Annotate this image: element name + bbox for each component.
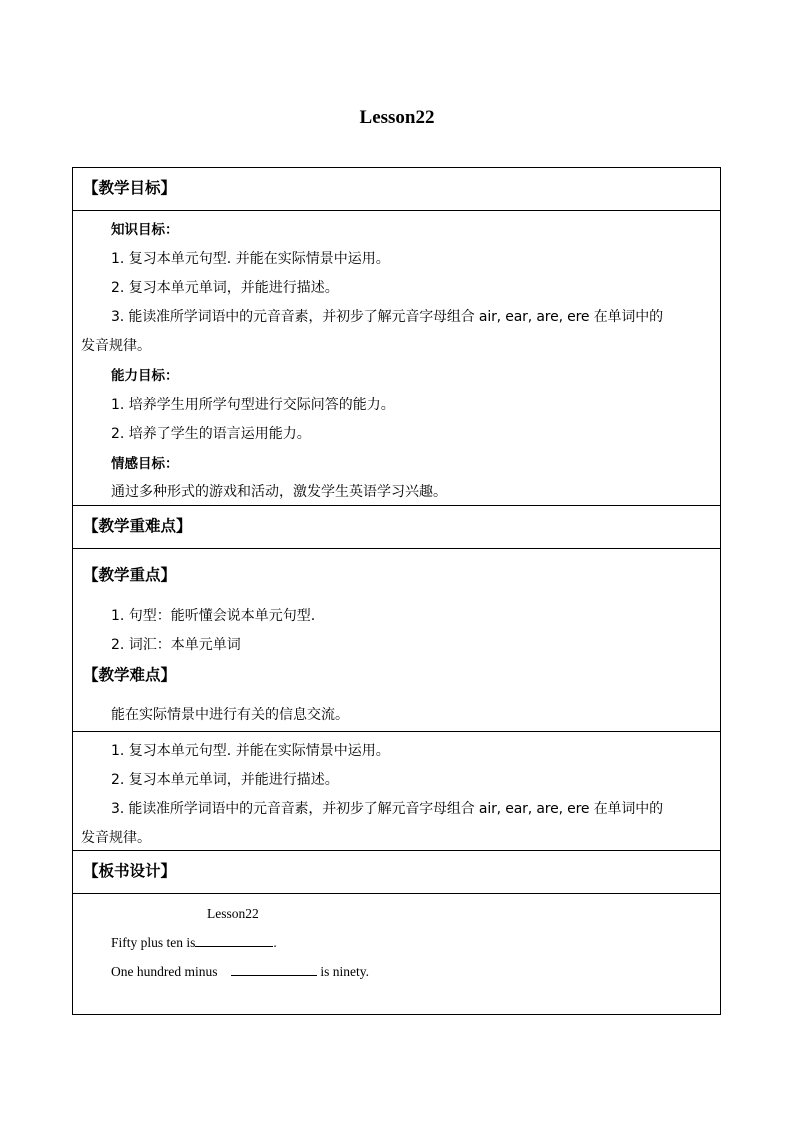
review-item-continued: 发音规律。 [81,830,151,846]
board-lesson-title: Lesson22 [207,906,259,921]
ability-goal-item: 2. 培养了学生的语言运用能力。 [111,426,311,442]
page-title: Lesson22 [359,107,435,128]
board-sentence-1-end: . [273,935,277,950]
board-sentence-2-start: One hundred minus [111,964,218,979]
divider [73,731,720,732]
emotion-goal-text: 通过多种形式的游戏和活动，激发学生英语学习兴趣。 [111,484,447,500]
board-sentence-2-end: is ninety. [320,964,369,979]
key-point-item: 2. 词汇：本单元单词 [111,637,241,653]
knowledge-goal-item: 3. 能读准所学词语中的元音音素，并初步了解元音字母组合 air, ear, are, ere 在单词中的 [111,309,663,325]
board-sentence-1-text: Fifty plus ten is [111,935,196,950]
key-point-item: 1. 句型：能听懂会说本单元句型. [111,608,316,624]
emotion-goal-label: 情感目标： [111,456,179,472]
answer-blank [195,934,273,947]
lesson-plan-table [72,167,721,1015]
review-item: 2. 复习本单元单词，并能进行描述。 [111,772,339,788]
board-design-header: 【板书设计】 [83,862,177,880]
knowledge-goal-item: 2. 复习本单元单词，并能进行描述。 [111,280,339,296]
knowledge-goal-label: 知识目标： [111,222,179,238]
divider [73,548,720,549]
difficult-points-header: 【教学难点】 [83,666,177,684]
objectives-header: 【教学目标】 [83,179,177,197]
ability-goal-item: 1. 培养学生用所学句型进行交际问答的能力。 [111,397,395,413]
knowledge-goal-item: 1. 复习本单元句型. 并能在实际情景中运用。 [111,251,390,267]
board-sentence-2 [111,962,369,982]
divider [73,210,720,211]
key-difficult-header: 【教学重难点】 [83,517,192,535]
key-points-header: 【教学重点】 [83,566,177,584]
review-item: 1. 复习本单元句型. 并能在实际情景中运用。 [111,743,390,759]
difficult-point-text: 能在实际情景中进行有关的信息交流。 [111,707,349,723]
review-item: 3. 能读准所学词语中的元音音素，并初步了解元音字母组合 air, ear, are, ere 在单词中的 [111,801,663,817]
ability-goal-label: 能力目标： [111,368,179,384]
divider [73,850,720,851]
divider [73,893,720,894]
divider [73,505,720,506]
answer-blank [231,963,317,976]
knowledge-goal-item-continued: 发音规律。 [81,338,151,354]
board-sentence-1 [111,933,277,953]
